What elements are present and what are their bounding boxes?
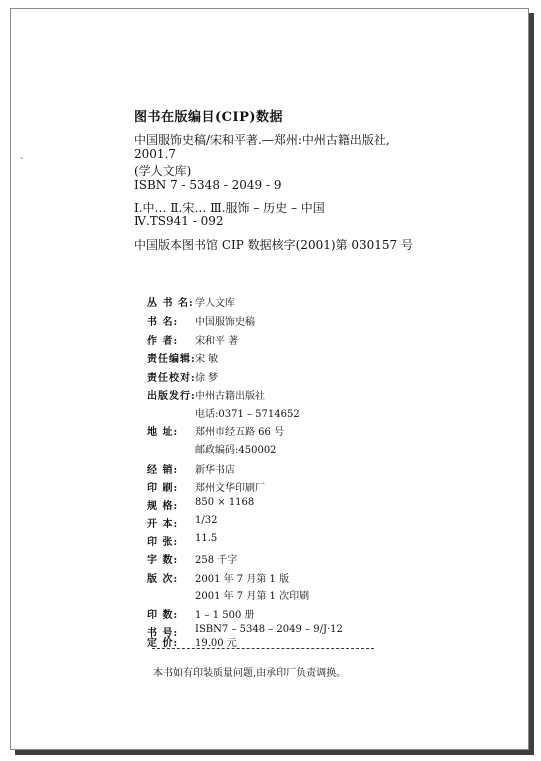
imprint-value: 2001 年 7 月第 1 版: [195, 574, 290, 585]
imprint-label: 版 次:: [147, 574, 179, 585]
imprint-value: 宋和平 著: [195, 336, 239, 347]
imprint-label: 规 格:: [147, 501, 179, 512]
footer-notice: 本书如有印装质量问题,由承印厂负责调换。: [153, 668, 347, 679]
cip-line-2: 2001.7: [134, 147, 176, 161]
imprint-value: 电话:0371 – 5714652: [195, 409, 300, 420]
imprint-value: 学人文库: [195, 298, 235, 309]
imprint-label: 印 刷:: [147, 483, 179, 494]
imprint-value: 11.5: [195, 533, 218, 544]
imprint-value: 中州古籍出版社: [195, 391, 265, 402]
cip-line-1: 中国服饰史稿/宋和平著.—郑州:中州古籍出版社,: [134, 133, 390, 147]
imprint-label: 责任编辑:: [147, 354, 196, 365]
imprint-value: 郑州文华印刷厂: [195, 483, 265, 494]
imprint-label: 开 本:: [147, 519, 179, 530]
cip-title: 图书在版编目(CIP)数据: [134, 110, 284, 125]
imprint-label: 出版发行:: [147, 391, 196, 402]
cip-classification: Ⅳ.TS941 - 092: [134, 214, 224, 228]
margin-mark: ˋ: [20, 158, 25, 168]
imprint-value: 新华书店: [195, 465, 235, 476]
imprint-value: 258 千字: [195, 555, 238, 566]
imprint-label: 字 数:: [147, 555, 179, 566]
imprint-label: 责任校对:: [147, 373, 196, 384]
imprint-label: 经 销:: [147, 465, 179, 476]
imprint-value: 中国服饰史稿: [195, 317, 255, 328]
imprint-label: 地 址:: [147, 427, 179, 438]
imprint-value: 1/32: [195, 515, 218, 526]
imprint-value: 宋 敏: [195, 354, 219, 365]
cip-number: 中国版本图书馆 CIP 数据核字(2001)第 030157 号: [134, 238, 413, 252]
imprint-label: 书 号:: [147, 628, 179, 639]
imprint-label: 丛 书 名:: [147, 298, 194, 309]
footer-divider: [152, 648, 374, 649]
cip-series: (学人文库): [134, 164, 192, 178]
imprint-label: 印 数:: [147, 610, 179, 621]
cip-subjects: Ⅰ.中… Ⅱ.宋… Ⅲ.服饰 – 历史 – 中国: [134, 201, 325, 215]
cip-isbn: ISBN 7 - 5348 - 2049 - 9: [134, 178, 282, 192]
imprint-value: 19.00 元: [195, 638, 237, 649]
imprint-label: 定 价:: [147, 638, 179, 649]
imprint-value: 850 × 1168: [195, 497, 255, 508]
imprint-label: 印 张:: [147, 537, 179, 548]
imprint-value: 邮政编码:450002: [195, 445, 277, 456]
imprint-value: 郑州市经五路 66 号: [195, 427, 285, 438]
imprint-value: 徐 梦: [195, 373, 219, 384]
imprint-value: ISBN7 – 5348 – 2049 – 9/J·12: [195, 624, 343, 635]
imprint-value: 1 – 1 500 册: [195, 610, 255, 621]
imprint-value: 2001 年 7 月第 1 次印刷: [195, 591, 310, 602]
imprint-label: 作 者:: [147, 336, 179, 347]
imprint-label: 书 名:: [147, 317, 179, 328]
